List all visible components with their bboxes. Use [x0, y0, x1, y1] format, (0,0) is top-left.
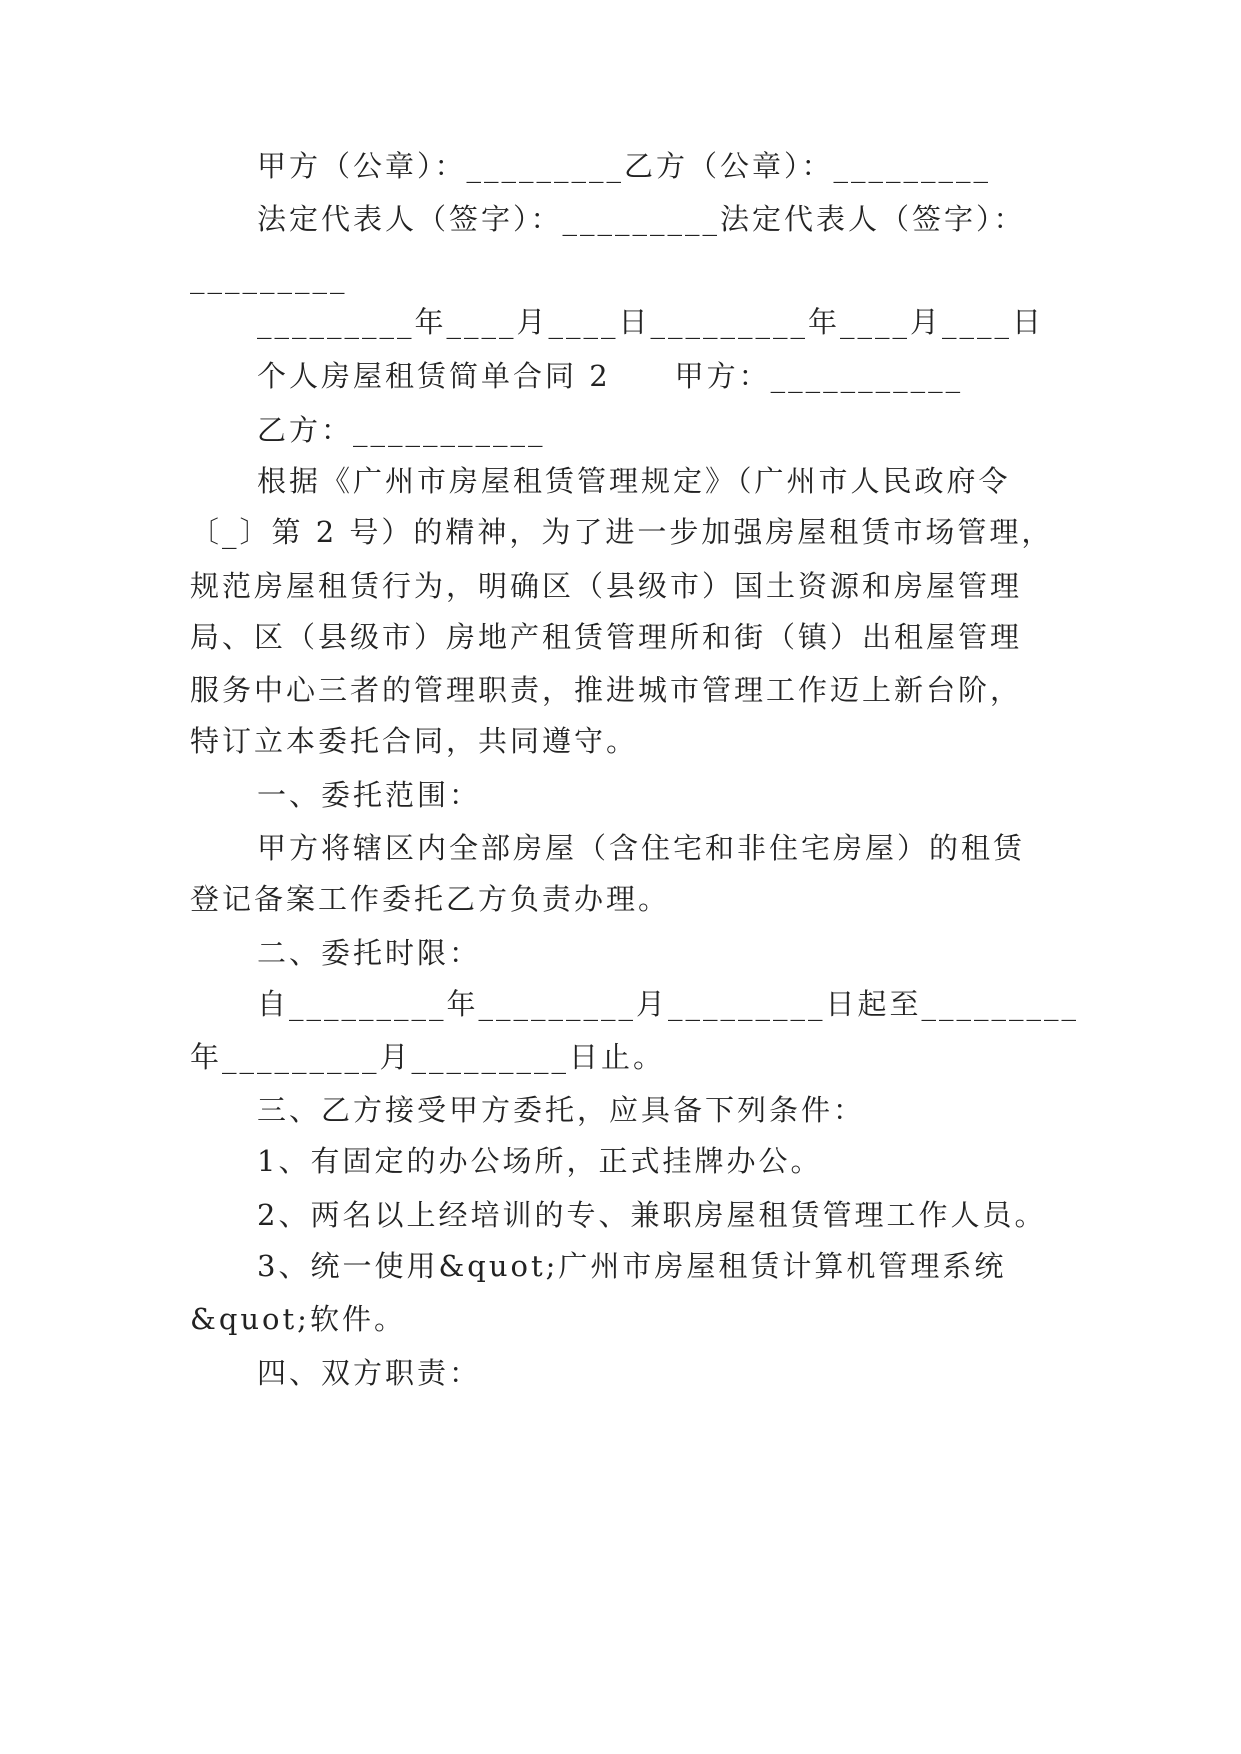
contract-title-line: 个人房屋租赁简单合同 2 甲方：___________ [257, 359, 964, 393]
paragraph-line: 根据《广州市房屋租赁管理规定》（广州市人民政府令 [257, 464, 1011, 498]
section-heading: 二、委托时限： [257, 936, 482, 970]
paragraph-line: 登记备案工作委托乙方负责办理。 [190, 882, 671, 916]
paragraph-line: 甲方将辖区内全部房屋（含住宅和非住宅房屋）的租赁 [257, 831, 1026, 865]
paragraph-line: 〔_〕第 2 号）的精神，为了进一步加强房屋租赁市场管理， [190, 515, 1054, 549]
legal-representative-blank: _________ [190, 260, 348, 294]
paragraph-line: 服务中心三者的管理职责，推进城市管理工作迈上新台阶， [190, 673, 1023, 707]
signature-seal-line: 甲方（公章）：_________乙方（公章）：_________ [257, 149, 992, 183]
party-b-line: 乙方：___________ [257, 413, 546, 447]
list-item: &quot;软件。 [190, 1302, 406, 1336]
section-heading: 一、委托范围： [257, 778, 482, 812]
date-line: _________年____月____日_________年____月____日 [257, 305, 1045, 339]
paragraph-line: 特订立本委托合同，共同遵守。 [190, 724, 639, 758]
section-heading: 三、乙方接受甲方委托，应具备下列条件： [257, 1093, 866, 1127]
paragraph-line: 规范房屋租赁行为，明确区（县级市）国土资源和房屋管理 [190, 569, 1023, 603]
list-item: 2、两名以上经培训的专、兼职房屋租赁管理工作人员。 [257, 1198, 1047, 1232]
term-line: 自_________年_________月_________日起至_________ [257, 987, 1080, 1021]
section-heading: 四、双方职责： [257, 1356, 482, 1390]
list-item: 1、有固定的办公场所，正式挂牌办公。 [257, 1144, 823, 1178]
legal-representative-line: 法定代表人（签字）：_________法定代表人（签字）： [257, 202, 1026, 236]
paragraph-line: 局、区（县级市）房地产租赁管理所和街（镇）出租屋管理 [190, 620, 1023, 654]
term-line: 年_________月_________日止。 [190, 1040, 666, 1074]
list-item: 3、统一使用&quot;广州市房屋租赁计算机管理系统 [257, 1249, 1007, 1283]
